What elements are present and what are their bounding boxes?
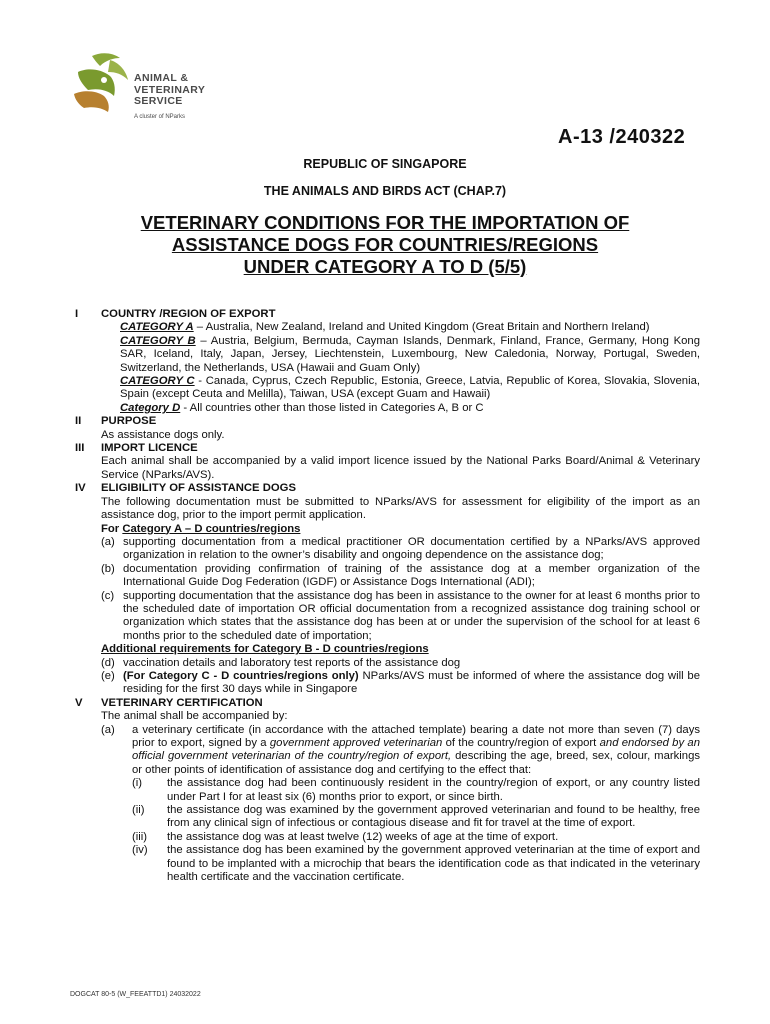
category-a-d-heading [101, 523, 700, 536]
section-number: II [75, 415, 82, 428]
section-import-licence [75, 442, 700, 482]
list-item [101, 724, 700, 778]
item-label: (b) [101, 562, 115, 575]
category-a-d-prefix: For [101, 522, 123, 535]
act-heading: THE ANIMALS AND BIRDS ACT (CHAP.7) [263, 184, 507, 198]
additional-requirements-heading: Additional requirements for Category B - D countries/regions [101, 643, 429, 656]
sub-item [101, 844, 700, 884]
category-a-d-label: Category A – D countries/regions [122, 522, 301, 535]
list-item [101, 670, 700, 697]
sub-item-label: (i) [132, 777, 143, 790]
section-eligibility [75, 482, 700, 697]
section-heading: IMPORT LICENCE [101, 442, 198, 455]
sub-item-label: (iii) [132, 830, 148, 843]
section-number: V [75, 696, 83, 709]
item-label: (e) [101, 669, 115, 682]
logo-line-1: ANIMAL & [134, 72, 189, 84]
title-line-2: ASSISTANCE DOGS FOR COUNTRIES/REGIONS [171, 234, 599, 255]
item-text: supporting documentation that the assistance dog has been in assistance to the owner for at least 6 months prior to the scheduled date of importation OR official documentation from a recognized assistance dog training school or organization which states that the assistance dog has been at or under the supervision of the school for at least 6 months prior to the scheduled date of importation; [123, 589, 700, 642]
section-heading: VETERINARY CERTIFICATION [101, 696, 263, 709]
item-text: vaccination details and laboratory test reports of the assistance dog [123, 656, 461, 669]
item-label: (a) [101, 535, 115, 548]
sub-item-text: the assistance dog has been examined by the government approved veterinarian at the time of export and found to be implanted with a microchip that bears the identification code as that indicated in the veterinary health certificate and the vaccination certificate. [167, 844, 700, 884]
section-number: I [75, 308, 79, 320]
item-bold-text: (For Category C - D countries/regions only) [123, 669, 359, 682]
sub-item [101, 804, 700, 831]
title-line-1: VETERINARY CONDITIONS FOR THE IMPORTATION OF [140, 212, 630, 233]
category-a-entry [101, 321, 700, 334]
section-heading: COUNTRY /REGION OF EXPORT [101, 308, 276, 320]
logo-text [134, 73, 205, 108]
list-item [101, 590, 700, 644]
item-text: a veterinary certificate (in accordance with the attached template) bearing a date not more than seven (7) days prior to export, signed by a [132, 723, 700, 749]
section-heading: ELIGIBILITY OF ASSISTANCE DOGS [101, 482, 296, 495]
item-italic-text: government approved veterinarian [269, 737, 443, 749]
category-a-text: – Australia, New Zealand, Ireland and United Kingdom (Great Britain and Northern Ireland) [193, 321, 650, 334]
section-text: As assistance dogs only. [101, 428, 225, 441]
section-text: Each animal shall be accompanied by a valid import licence issued by the National Parks Board/Animal & Veterinary Service (NParks/AVS). [101, 455, 700, 481]
item-text: supporting documentation from a medical practitioner OR documentation certified by a NParks/AVS approved organization in relation to the owner’s disability and ongoing dependence on the assistance dog; [123, 535, 700, 562]
section-veterinary-certification [75, 697, 700, 885]
item-label: (c) [101, 589, 115, 602]
section-intro: The following documentation must be submitted to NParks/AVS for assessment for eligibility of the import as an assistance dog, prior to the import permit application. [101, 495, 700, 522]
sub-item-label: (iv) [132, 844, 148, 857]
logo-subtitle: A cluster of NParks [134, 114, 186, 120]
document-body [75, 308, 700, 884]
category-d-text: - All countries other than those listed in Categories A, B or C [180, 401, 484, 414]
category-c-label: CATEGORY C [120, 375, 195, 388]
document-title [0, 212, 770, 278]
logo-line-2: VETERINARY [134, 83, 206, 96]
item-text: of the country/region of export [442, 737, 600, 749]
list-item [101, 536, 700, 563]
section-purpose [75, 415, 700, 442]
item-text: NParks/AVS must be informed of where the assistance dog will be residing for the first 30 days while in Singapore [123, 669, 700, 696]
category-b-label: CATEGORY B [120, 334, 196, 347]
item-text: describing the age, breed, sex, colour, markings or other points of identification of assistance dog and certifying to the effect that: [132, 750, 700, 776]
footer-code: DOGCAT 80-5 (W_FEEATTD1) 24032022 [70, 991, 201, 998]
section-heading: PURPOSE [101, 415, 157, 428]
category-c-text: - Canada, Cyprus, Czech Republic, Estonia, Greece, Latvia, Republic of Korea, Slovakia, Slovenia, Spain (except Ceuta and Melilla), Taiwan, USA (except Guam and Hawaii) [120, 375, 701, 401]
category-d-entry [101, 402, 700, 415]
item-label: (d) [101, 656, 115, 669]
sub-item-text: the assistance dog was examined by the government approved veterinarian and found to be healthy, free from any clinical sign of infectious or contagious disease and fit for travel at the time of export. [167, 804, 700, 830]
item-italic-text: and endorsed by an official government veterinarian of the country/region of export, [132, 737, 700, 763]
sub-item-text: the assistance dog had been continuously resident in the country/region of export, or any country listed under Part I for at least six (6) months prior to export, or since birth. [167, 777, 700, 803]
avs-logo-mark-icon [70, 50, 132, 116]
list-item [101, 563, 700, 590]
title-line-3: UNDER CATEGORY A TO D (5/5) [243, 256, 527, 277]
avs-logo [70, 50, 230, 130]
sub-item [101, 831, 700, 844]
logo-line-3: SERVICE [134, 95, 183, 107]
list-item [101, 657, 700, 670]
category-b-text: – Austria, Belgium, Bermuda, Cayman Islands, Denmark, Finland, France, Germany, Hong Kong SAR, Iceland, Italy, Japan, Jersey, Liechtenstein, Luxembourg, New Caledonia, Norway, Portugal, Sweden, Switzerland, the Netherlands, USA (Hawaii and Guam Only) [120, 334, 700, 374]
document-number: A-13 /240322 [558, 126, 686, 148]
item-label: (a) [101, 723, 115, 736]
sub-item-label: (ii) [132, 804, 145, 817]
category-b-entry [101, 335, 700, 375]
section-number: III [75, 442, 85, 455]
category-c-entry [101, 375, 700, 402]
section-country-of-export [75, 308, 700, 415]
category-d-label: Category D [120, 401, 181, 414]
section-intro: The animal shall be accompanied by: [101, 710, 288, 723]
republic-heading: REPUBLIC OF SINGAPORE [303, 157, 467, 171]
item-text: documentation providing confirmation of training of the assistance dog at a member organization of the International Guide Dog Federation (IGDF) or Assistance Dogs International (ADI); [123, 562, 700, 589]
sub-item-text: the assistance dog was at least twelve (12) weeks of age at the time of export. [167, 830, 559, 843]
sub-item [101, 777, 700, 804]
section-number: IV [75, 482, 86, 495]
category-a-label: CATEGORY A [120, 321, 194, 334]
